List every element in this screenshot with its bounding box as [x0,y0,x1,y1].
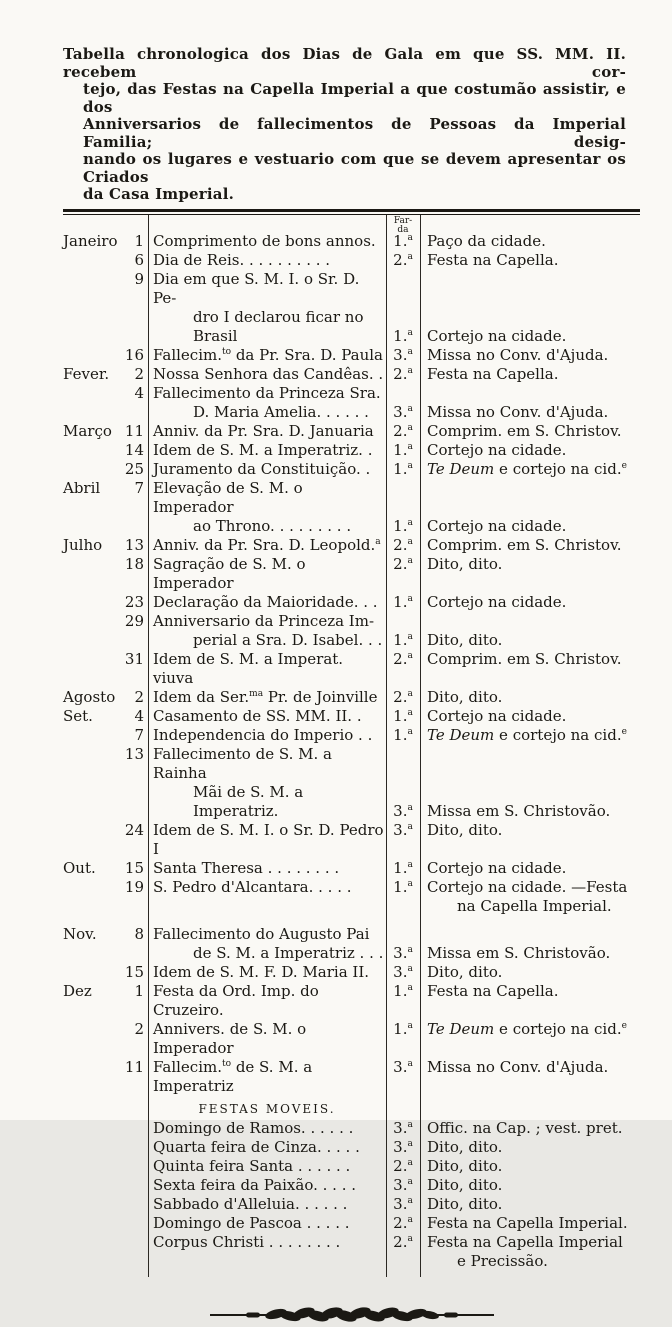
event-description [148,270,386,346]
description-line: Elevação de S. M. o Imperador [153,478,303,516]
date-cell [63,878,148,897]
farda-value: 2.$^a$ [393,535,413,554]
date-cell [63,925,148,944]
day-number: 15 [124,962,144,981]
description-line: Independencia do Imperio . . [153,725,373,744]
farda-value: 1.$^a$ [393,725,413,744]
location-line: Festa na Capella. [427,981,559,1000]
location-cell [420,555,640,574]
table-row [63,821,640,859]
date-cell [63,1020,148,1039]
description-line: Festa da Ord. Imp. do Cruzeiro. [153,981,319,1019]
farda-value: 1.$^a$ [393,516,413,535]
event-description [148,593,386,612]
description-line: Anniversario da Princeza Im- [153,611,375,630]
farda-value: 2.$^a$ [393,250,413,269]
table-row [63,441,640,460]
caption-line: nando os lugares e vestuario com que se devem apresentar os Criados [83,150,626,186]
event-description [148,1195,386,1214]
location-cell [420,1214,640,1233]
description-line: D. Maria Amelia. . . . . . [193,402,369,421]
event-description [148,1157,386,1176]
date-cell [63,650,148,669]
location-line: Comprim. em S. Christov. [427,649,622,668]
day-number: 23 [124,592,144,611]
description-line: Sexta feira da Paixão. . . . . [153,1175,357,1194]
event-description [148,612,386,650]
farda-value: 2.$^a$ [393,554,413,573]
table-row [63,346,640,365]
description-line: S. Pedro d'Alcantara. . . . . [153,877,352,896]
event-description [148,460,386,479]
day-number: 7 [134,725,144,744]
description-line: perial a Sra. D. Isabel. . . [193,630,383,649]
table-row [63,745,640,821]
day-number: 1 [134,231,144,250]
description-line: Santa Theresa . . . . . . . . [153,858,340,877]
column-rule-date [148,215,149,1277]
location-line: Cortejo na cidade. [427,858,567,877]
column-rule-farda-left [386,215,387,1277]
farda-header-line: Far- [393,215,413,226]
day-number: 9 [134,269,144,288]
date-cell [63,726,148,745]
date-cell [63,460,148,479]
month-label: Março [63,421,112,440]
table-row [63,726,640,745]
date-cell [63,593,148,612]
description-line: Sagração de S. M. o Imperador [153,554,306,592]
farda-value: 1.$^a$ [393,440,413,459]
day-number: 16 [124,345,144,364]
event-description [148,251,386,270]
location-line: Festa na Capella. [427,364,559,383]
date-cell [63,479,148,498]
table-row [63,688,640,707]
event-description [148,726,386,745]
description-line: de S. M. a Imperatriz . . . [193,943,384,962]
caption-line: tejo, das Festas na Capella Imperial a que costumão assistir, e dos [83,80,626,116]
location-line: Missa em S. Christovão. [427,801,611,820]
day-number: 4 [134,383,144,402]
column-rule-farda-right [420,215,421,1277]
farda-value: 3.$^a$ [393,1057,413,1076]
location-cell [420,232,640,251]
farda-value: 3.$^a$ [393,1137,413,1156]
date-cell [63,346,148,365]
date-cell [63,251,148,270]
location-cell [420,536,640,555]
table-row [63,270,640,346]
location-line: Dito, dito. [427,1194,503,1213]
event-description [148,365,386,384]
description-line: Domingo de Pascoa . . . . . [153,1213,350,1232]
location-line: Cortejo na cidade. [427,706,567,725]
location-line: Dito, dito. [427,1137,503,1156]
location-cell [420,1157,640,1176]
description-line: dro I declarou ficar no Brasil [193,307,364,345]
day-number: 7 [134,478,144,497]
farda-value: 1.$^a$ [393,858,413,877]
table-row [63,650,640,688]
location-cell [420,688,640,707]
farda-header-line: da [397,224,409,235]
caption-line: da Casa Imperial. [83,185,235,203]
location-cell [420,944,640,963]
location-cell [420,422,640,441]
event-description [148,1233,386,1252]
day-number: 13 [124,535,144,554]
description-line: Casamento de SS. MM. II. . [153,706,362,725]
location-line: Dito, dito. [427,962,503,981]
table-row [63,1058,640,1096]
farda-value: 1.$^a$ [393,326,413,345]
month-label: Agosto [63,687,116,706]
farda-value: 2.$^a$ [393,1156,413,1175]
location-line: Dito, dito. [427,1175,503,1194]
description-line: Idem da Ser.$^{ma}$ Pr. de Joinville [153,687,378,706]
description-line: Declaração da Maioridade. . . [153,592,378,611]
description-line: Idem de S. M. I. o Sr. D. Pedro I [153,820,384,858]
farda-value: 3.$^a$ [393,345,413,364]
location-line: na Capella Imperial. [457,896,612,915]
farda-value: 3.$^a$ [393,1175,413,1194]
date-cell [63,365,148,384]
table-row [63,536,640,555]
location-cell [420,1176,640,1195]
date-cell [63,707,148,726]
date-cell [63,270,148,289]
day-number: 2 [134,364,144,383]
location-cell [420,460,640,479]
event-description [148,982,386,1020]
location-line: Cortejo na cidade. —Festa [427,877,628,896]
location-cell [420,726,640,745]
farda-value: 1.$^a$ [393,630,413,649]
location-line: Te Deum e cortejo na cid.$^e$ [427,459,627,478]
day-number: 6 [134,250,144,269]
farda-column-header [386,217,420,235]
event-description [148,555,386,593]
description-line: Sabbado d'Alleluia. . . . . . [153,1194,348,1213]
location-cell [420,802,640,821]
event-description [148,745,386,821]
farda-value: 3.$^a$ [393,820,413,839]
date-cell [63,555,148,574]
farda-value: 2.$^a$ [393,687,413,706]
description-line: Nossa Senhora das Candêas. . [153,364,384,383]
event-description [148,1020,386,1058]
location-cell [420,346,640,365]
farda-value: 1.$^a$ [393,981,413,1000]
description-line: Anniv. da Pr. Sra. D. Januaria [153,421,374,440]
location-cell [420,963,640,982]
event-description [148,925,386,963]
date-cell [63,422,148,441]
day-number: 15 [124,858,144,877]
description-line: Domingo de Ramos. . . . . . [153,1118,354,1137]
date-cell [63,859,148,878]
day-number: 29 [124,611,144,630]
event-description [148,441,386,460]
table-row [63,1195,640,1214]
location-cell [420,650,640,669]
farda-value: 2.$^a$ [393,1232,413,1251]
day-number: 4 [134,706,144,725]
farda-value: 2.$^a$ [393,421,413,440]
location-line: Missa no Conv. d'Ajuda. [427,1057,609,1076]
location-cell [420,251,640,270]
event-description [148,422,386,441]
location-cell [420,327,640,346]
month-label: Julho [63,535,103,554]
farda-value: 1.$^a$ [393,1019,413,1038]
description-line: Fallecim.$^{to}$ da Pr. Sra. D. Paula [153,345,383,364]
event-description [148,232,386,251]
description-line: Fallecimento de S. M. a Rainha [153,744,332,782]
date-cell [63,384,148,403]
date-cell [63,745,148,764]
location-cell [420,1195,640,1214]
event-description [148,384,386,422]
description-line: Comprimento de bons annos. [153,231,376,250]
table-row [63,925,640,963]
day-number: 13 [124,744,144,763]
farda-value: 1.$^a$ [393,231,413,250]
table-row [63,1176,640,1195]
farda-value: 1.$^a$ [393,592,413,611]
table-row [63,1214,640,1233]
table-row [63,707,640,726]
date-cell [63,688,148,707]
location-cell [420,878,640,916]
day-number: 8 [134,924,144,943]
location-line: Missa no Conv. d'Ajuda. [427,345,609,364]
table-row [63,593,640,612]
month-label: Set. [63,706,93,725]
section-heading: FESTAS MOVEIS. [198,1101,336,1116]
month-label: Janeiro [63,231,118,250]
description-line: ao Throno. . . . . . . . . [193,516,352,535]
farda-value: 3.$^a$ [393,943,413,962]
day-number: 18 [124,554,144,573]
farda-value: 1.$^a$ [393,877,413,896]
table-row [63,1157,640,1176]
location-cell [420,1233,640,1271]
location-line: Cortejo na cidade. [427,516,567,535]
month-label: Abril [63,478,101,497]
location-line: Comprim. em S. Christov. [427,421,622,440]
location-line: Dito, dito. [427,820,503,839]
farda-value: 2.$^a$ [393,1213,413,1232]
table-row [63,422,640,441]
description-line: Quinta feira Santa . . . . . . [153,1156,351,1175]
event-description [148,859,386,878]
description-line: Anniv. da Pr. Sra. D. Leopold.$^a$ [153,535,381,554]
location-cell [420,631,640,650]
date-cell [63,536,148,555]
table-row [63,963,640,982]
table-row [63,1119,640,1138]
date-cell [63,232,148,251]
description-line: Idem de S. M. a Imperat. viuva [153,649,344,687]
table-row [63,1233,640,1271]
location-line: Dito, dito. [427,1156,503,1175]
event-description [148,1176,386,1195]
farda-value: 3.$^a$ [393,1118,413,1137]
table-row [63,232,640,251]
gala-days-table [63,209,640,1277]
location-cell [420,1020,640,1039]
location-cell [420,982,640,1001]
location-line: Offic. na Cap. ; vest. pret. [427,1118,623,1137]
event-description [148,1138,386,1157]
location-cell [420,403,640,422]
description-line: Juramento da Constituição. . [153,459,371,478]
month-label: Dez [63,981,92,1000]
day-number: 11 [124,421,144,440]
day-number: 11 [124,1057,144,1076]
table-row [63,365,640,384]
month-label: Out. [63,858,96,877]
location-line: Missa no Conv. d'Ajuda. [427,402,609,421]
event-description [148,1058,386,1096]
table-row [63,479,640,536]
location-line: Missa em S. Christovão. [427,943,611,962]
farda-value: 3.$^a$ [393,1194,413,1213]
day-number: 1 [134,981,144,1000]
location-line: Dito, dito. [427,630,503,649]
date-cell [63,612,148,631]
location-cell [420,517,640,536]
table-row [63,384,640,422]
day-number: 14 [124,440,144,459]
location-cell [420,821,640,840]
table-row [63,251,640,270]
location-cell [420,1058,640,1077]
farda-value: 2.$^a$ [393,649,413,668]
caption-line: Anniversarios de fallecimentos de Pessoas da Imperial Familia; desig- [83,115,626,151]
event-description [148,1214,386,1233]
location-line: Dito, dito. [427,554,503,573]
description-line: Fallecimento da Princeza Sra. [153,383,381,402]
day-number: 19 [124,877,144,896]
description-line: Quarta feira de Cinza. . . . . [153,1137,360,1156]
location-line: e Precissão. [457,1251,548,1270]
location-line: Te Deum e cortejo na cid.$^e$ [427,725,627,744]
event-description [148,688,386,707]
location-cell [420,593,640,612]
date-cell [63,1058,148,1077]
location-line: Cortejo na cidade. [427,326,567,345]
farda-value: 3.$^a$ [393,801,413,820]
description-line: Fallecimento do Augusto Pai [153,924,370,943]
table-row [63,460,640,479]
location-cell [420,707,640,726]
day-number: 24 [124,820,144,839]
description-line: Corpus Christi . . . . . . . . [153,1232,341,1251]
location-line: Cortejo na cidade. [427,592,567,611]
table-row [63,1020,640,1058]
location-line: Te Deum e cortejo na cid.$^e$ [427,1019,627,1038]
description-line: Mãi de S. M. a Imperatriz. [193,782,304,820]
event-description [148,963,386,982]
day-number: 25 [124,459,144,478]
location-line: Comprim. em S. Christov. [427,535,622,554]
location-cell [420,441,640,460]
ornament-divider-icon [202,1303,502,1327]
table-row [63,982,640,1020]
location-cell [420,365,640,384]
location-line: Festa na Capella. [427,250,559,269]
description-line: Idem de S. M. F. D. Maria II. [153,962,370,981]
event-description [148,821,386,859]
location-line: Cortejo na cidade. [427,440,567,459]
day-number: 2 [134,1019,144,1038]
date-cell [63,821,148,840]
farda-value: 1.$^a$ [393,706,413,725]
farda-value: 1.$^a$ [393,459,413,478]
event-description [148,707,386,726]
description-line: Dia de Reis. . . . . . . . . . [153,250,331,269]
table-row [63,859,640,878]
month-label: Fever. [63,364,110,383]
description-line: Idem de S. M. a Imperatriz. . [153,440,373,459]
table-row [63,878,640,916]
table-caption [63,46,626,204]
caption-line: Tabella chronologica dos Dias de Gala em que SS. MM. II. recebem cor- [63,45,626,81]
location-line: Festa na Capella Imperial. [427,1213,628,1232]
location-line: Dito, dito. [427,687,503,706]
description-line: Annivers. de S. M. o Imperador [153,1019,307,1057]
event-description [148,650,386,688]
day-number: 2 [134,687,144,706]
farda-value: 3.$^a$ [393,962,413,981]
table-row [63,612,640,650]
month-label: Nov. [63,924,97,943]
day-number: 31 [124,649,144,668]
location-cell [420,1119,640,1138]
event-description [148,1119,386,1138]
location-cell [420,859,640,878]
date-cell [63,982,148,1001]
table-row [63,1138,640,1157]
location-line: Festa na Capella Imperial [427,1232,623,1251]
farda-value: 3.$^a$ [393,402,413,421]
table-body [63,215,640,1277]
description-line: Dia em que S. M. I. o Sr. D. Pe- [153,269,360,307]
event-description [148,878,386,897]
location-cell [420,1138,640,1157]
date-cell [63,441,148,460]
date-cell [63,963,148,982]
farda-value: 2.$^a$ [393,364,413,383]
event-description [148,346,386,365]
location-line: Paço da cidade. [427,231,546,250]
description-line: Fallecim.$^{to}$ de S. M. a Imperatriz [153,1057,313,1095]
table-row [63,555,640,593]
event-description [148,536,386,555]
event-description [148,479,386,536]
